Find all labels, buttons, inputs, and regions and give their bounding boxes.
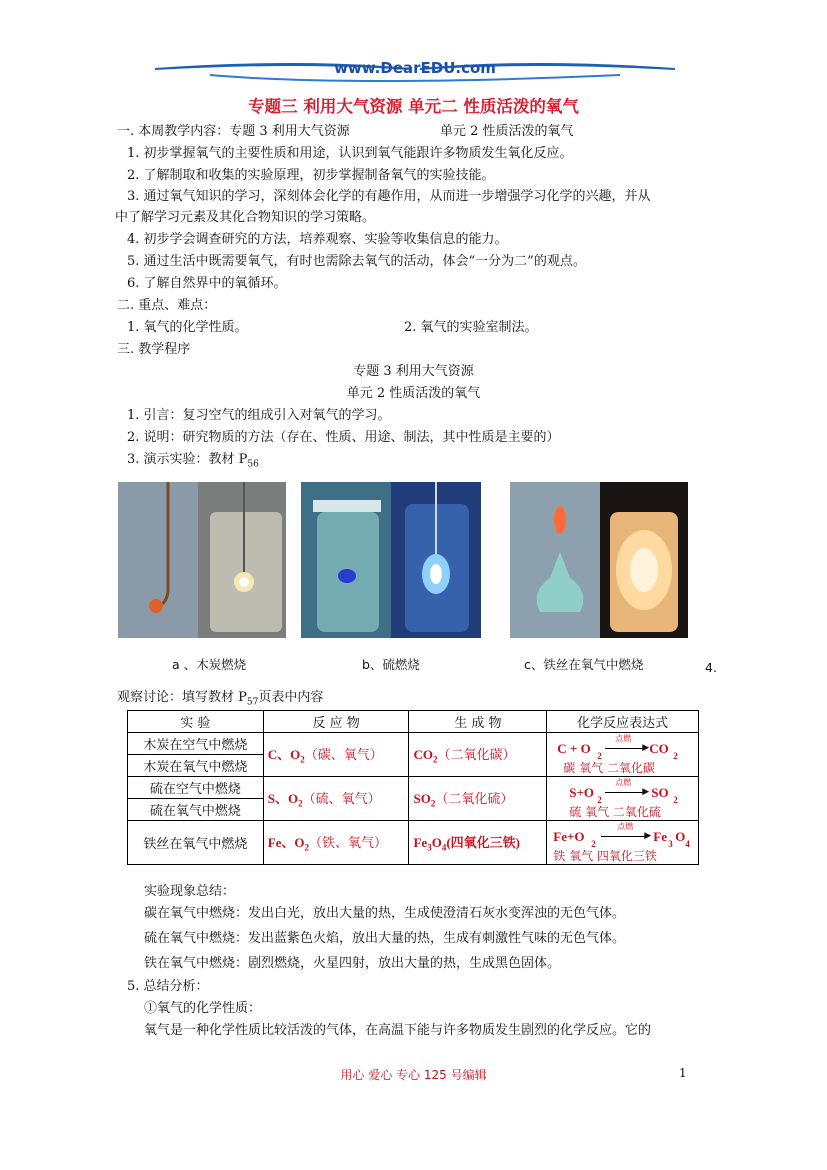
table-cell: 铁丝在氧气中燃烧 [128,821,264,865]
sulfur-photo [301,482,481,638]
site-logo [150,56,680,86]
section3-heading: 三. 教学程序 [117,342,191,357]
table-header: 实 验 [128,711,264,733]
charcoal-photo [118,482,286,638]
caption-number: 4. [705,660,717,675]
table-cell [547,821,699,865]
summary-line: 铁在氧气中燃烧：剧烈燃烧，火星四射，放出大量的热，生成黑色固体。 [144,956,561,971]
reaction-table [127,710,699,865]
center-heading: 单元 2 性质活泼的氧气 [346,386,481,401]
table-cell: C、$O_2$（碳、氧气） [263,733,409,777]
list-item: 2. 说明：研究物质的方法（存在、性质、用途、制法，其中性质是主要的） [127,430,560,445]
summary-heading: 实验现象总结： [144,884,236,899]
table-header: 生 成 物 [409,711,547,733]
footer-text: 用心 爱心 专心 125 号编辑 [340,1068,487,1082]
caption-a: a 、木炭燃烧 [172,657,247,672]
list-item: 1. 初步掌握氧气的主要性质和用途，认识到氧气能跟许多物质发生氧化反应。 [127,146,573,161]
summary-line: 碳在氧气中燃烧：发出白光，放出大量的热，生成使澄清石灰水变浑浊的无色气体。 [144,906,626,921]
sub-heading: ①氧气的化学性质： [144,1001,262,1016]
table-cell: 木炭在空气中燃烧 [128,733,264,755]
table-cell [547,777,699,821]
table-cell: Fe、$O_2$（铁、氧气） [263,821,409,865]
list-item: 1. 引言：复习空气的组成引入对氧气的学习。 [127,408,391,423]
center-heading: 专题 3 利用大气资源 [353,364,474,379]
page-number: 1 [679,1066,687,1080]
section1-heading-right: 单元 2 性质活泼的氧气 [440,124,574,139]
table-cell [547,733,699,777]
iron-wire-photo [510,482,688,638]
equation-iron: Fe+O 2 点燃 ▶ Fe 3 O 4 铁 氧气 四氧化三铁 [553,821,690,863]
site-url: www.DearEDU.com [334,59,496,77]
table-header: 化学反应表达式 [547,711,699,733]
list-item: 2. 了解制取和收集的实验原理，初步掌握制备氧气的实验技能。 [127,168,495,183]
equation-sulfur: S+O 2 点燃 ▶ SO 2 硫 氧气 二氧化硫 [569,777,678,819]
table-cell: 硫在空气中燃烧 [128,777,264,799]
table-cell: $SO_2$（二氧化硫） [409,777,547,821]
caption-c: c、铁丝在氧气中燃烧 [524,657,644,672]
table-header: 反 应 物 [263,711,409,733]
list-item: 中了解学习元素及其化合物知识的学习策略。 [115,210,376,225]
table-cell: S、$O_2$（硫、氧气） [263,777,409,821]
page-title: 专题三 利用大气资源 单元二 性质活泼的氧气 [248,97,579,116]
discussion-text: 观察讨论：填写教材 $P_{57}$页表中内容 [117,690,324,708]
table-cell: 木炭在氧气中燃烧 [128,755,264,777]
list-item: 1. 氧气的化学性质。 [127,320,248,335]
list-item: 6. 了解自然界中的氧循环。 [127,276,287,291]
list-item: 5. 总结分析： [127,979,209,994]
list-item: 3. 演示实验：教材 $P_{56}$ [127,452,259,470]
list-item: 2. 氧气的实验室制法。 [404,320,538,335]
section2-heading: 二. 重点、难点： [117,298,217,313]
table-cell: 硫在氧气中燃烧 [128,799,264,821]
caption-b: b、硫燃烧 [362,657,420,672]
table-cell: $CO_2$（二氧化碳） [409,733,547,777]
list-item: 3. 通过氧气知识的学习，深刻体会化学的有趣作用，从而进一步增强学习化学的兴趣，并从 [127,189,651,204]
summary-line: 硫在氧气中燃烧：发出蓝紫色火焰，放出大量的热，生成有刺激性气味的无色气体。 [144,931,626,946]
section1-heading: 一. 本周教学内容：专题 3 利用大气资源 [117,124,350,139]
table-cell: $Fe_3O_4$(四氧化三铁) [409,821,547,865]
list-item: 4. 初步学会调查研究的方法，培养观察、实验等收集信息的能力。 [127,232,508,247]
list-item: 5. 通过生活中既需要氧气，有时也需除去氧气的活动，体会“一分为二”的观点。 [127,254,586,269]
paragraph: 氧气是一种化学性质比较活泼的气体，在高温下能与许多物质发生剧烈的化学反应。它的 [144,1023,652,1038]
equation-carbon: C + O 2 点燃 ▶ CO 2 碳 氧气 二氧化碳 [557,733,678,775]
